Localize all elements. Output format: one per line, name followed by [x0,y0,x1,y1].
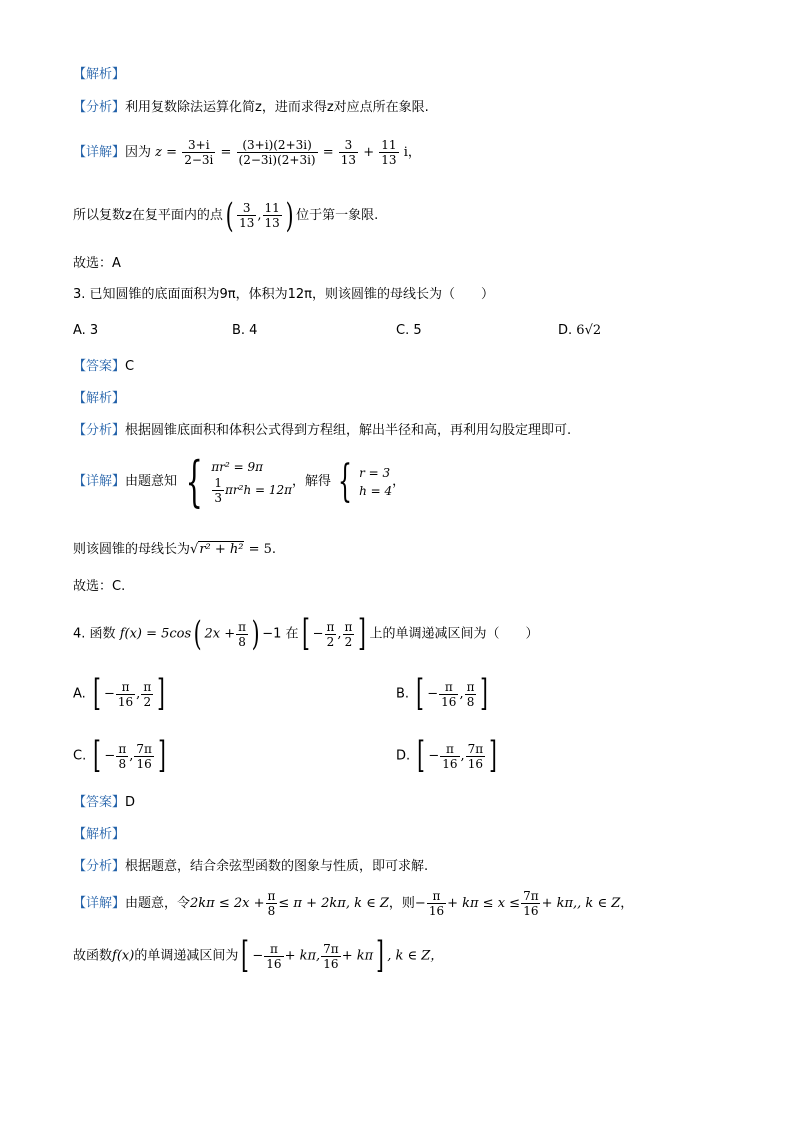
paren-open: ( [193,614,202,654]
system-eq-2: $\frac{1}{3}$ πr²h = 12π [214,476,293,505]
q3-option-c: C. 5 [396,323,422,338]
jiexi-tag: 【解析】 [73,827,126,842]
xiangjie-prefix: 由题意知 [125,474,178,489]
fenxi-text: 利用复数除法运算化简z，进而求得z对应点所在象限. [125,100,429,115]
xj-c: ≤ π + 2kπ, k ∈ Z [278,896,389,911]
q3-xiangjie-line [73,449,406,513]
q2-fenxi-line [73,100,429,116]
q3-answer-line [73,359,134,375]
xj-e: + kπ ≤ x ≤ [447,896,521,911]
length-eq: = 5 [248,542,272,557]
stem-suffix: 上的单调递减区间为（ ） [369,626,539,642]
interval-left: $\frac{\pi}{2}$ [326,619,335,649]
stem-arg: 2x + [204,626,236,642]
xj-b: 2kπ ≤ 2x + [190,896,265,911]
q3-jiexi-heading [73,391,125,407]
xiangjie-tag: 【详解】 [73,145,126,160]
interval-right: $\frac{\pi}{2}$ [344,619,353,649]
q3-fenxi-line [73,423,571,439]
sqrt-radicand: r² + h² [199,542,244,557]
equation-system [211,458,292,505]
q2-xiangjie-line: 【详解】因为 z = $\frac{3+i}{2-3i}$ = $\frac{(3+i)(2+3i)}{(2-3i)(2+3i)}$ = $\frac{3}{13}$ + $\frac{11}{13}$ i， [73,138,421,167]
right-paren: ) [285,195,294,236]
fenxi-text: 根据题意，结合余弦型函数的图象与性质，即可求解. [125,859,429,874]
xiangjie-tag: 【详解】 [73,474,126,489]
q4-fenxi-line [73,859,428,875]
bracket-open: [ [301,613,310,654]
q3-option-a: A. 3 [73,323,99,338]
imag-tail: i， [403,145,421,160]
q4-jiexi-heading [73,827,125,843]
daan-value: D [125,795,136,810]
stem-minus: −1 在 [262,626,299,642]
q4-answer-line [73,795,135,811]
jiexi-tag: 【解析】 [73,67,126,82]
conc-prefix: 故函数 [73,948,113,964]
xj-f: + kπ,, k ∈ Z [541,896,621,911]
xiangjie-prefix: 因为 [125,145,152,160]
q4-conclusion-line: 故函数f(x)的单调递减区间为[ − $\frac{\pi}{16}$ + kπ, $\frac{7\pi}{16}$ + kπ] , k ∈ Z， [73,935,444,976]
fenxi-tag: 【分析】 [73,423,126,438]
option-d-math: 6√2 [576,323,602,338]
daan-tag: 【答案】 [73,359,126,374]
fenxi-text: 根据圆锥底面积和体积公式得到方程组，解出半径和高，再利用勾股定理即可. [125,423,572,438]
q4-stem: 4. 函数 f(x) = 5cos( 2x + $\frac{\pi}{8}$ ) −1 在[ − $\frac{\pi}{2}$ , $\frac{\pi}{2}$ ] 上的单调递减区间为（ ） [73,613,539,654]
q3-answer-choice: 故选：C. [73,579,126,594]
solution-h: h = 4 [359,483,393,498]
length-tail: . [271,542,277,557]
conc-b: + kπ [341,948,374,964]
q2-jiexi-heading [73,67,125,83]
q3-option-b: B. 4 [232,323,258,338]
q2-point-line: 所以复数z在复平面内的点( $\frac{3}{13}$ , $\frac{11}{13}$ ) 位于第一象限. [73,195,379,236]
xj-g: ， [620,896,634,911]
conc-mid: 的单调递减区间为 [134,948,239,964]
jiexi-tag: 【解析】 [73,391,126,406]
length-prefix: 则该圆锥的母线长为 [73,542,191,557]
stem-function: f(x) = 5cos [119,626,192,642]
q3-stem: 3. 已知圆锥的底面面积为9π，体积为12π，则该圆锥的母线长为（ ） [73,287,495,302]
left-brace: { [185,449,203,513]
q3-option-d: D. 6√2 [558,323,602,338]
paren-close: ) [251,614,260,654]
solution-system [359,464,392,500]
daan-tag: 【答案】 [73,795,126,810]
q2-answer-line: 故选：A [73,256,121,271]
fraction-2: $\frac{(3+i)(2+3i)}{(2-3i)(2+3i)}$ [238,138,316,167]
stem-pi-over-8: $\frac{\pi}{8}$ [238,619,246,649]
conc-tail: , k ∈ Z， [387,948,444,964]
bracket-close: ] [358,613,367,654]
q3-length-line: 则该圆锥的母线长为√r² + h² = 5. [73,542,277,557]
left-paren: ( [225,195,234,236]
q4-option-d: D. [ − $\frac{\pi}{16}$ , $\frac{7\pi}{16}$ ] [396,735,498,776]
fenxi-tag: 【分析】 [73,100,126,115]
point-suffix: 位于第一象限. [296,208,379,223]
system-eq-1: πr² = 9π [211,460,264,474]
q4-option-b: B. [ − $\frac{\pi}{16}$ , $\frac{\pi}{8}$ ] [396,673,489,714]
fraction-3: $\frac{3}{13}$ [340,138,357,167]
xj-a: 由题意，令 [125,896,191,911]
xj-d: ，则 [388,896,415,911]
fraction-4: $\frac{11}{13}$ [381,138,397,167]
q4-xiangjie-line: 【详解】由题意，令2kπ ≤ 2x + $\frac{\pi}{8}$ ≤ π + 2kπ, k ∈ Z，则− $\frac{\pi}{16}$ + kπ ≤ x ≤ $\frac{7\pi}{16}$ + kπ,, k ∈ Z， [73,889,634,918]
xiangjie-tag: 【详解】 [73,896,126,911]
fraction-1: $\frac{3+i}{2-3i}$ [184,138,214,167]
left-brace-2: { [338,455,353,507]
solution-tail: ， [392,474,406,489]
conc-a: + kπ, [284,948,321,964]
solve-text: ，解得 [292,474,332,489]
daan-value: C [125,359,135,374]
eq-z: z = [155,145,178,160]
point-prefix: 所以复数z在复平面内的点 [73,208,223,223]
q4-option-c: C. [ − $\frac{\pi}{8}$ , $\frac{7\pi}{16}$ ] [73,735,166,776]
fenxi-tag: 【分析】 [73,859,126,874]
stem-prefix: 4. 函数 [73,626,116,642]
q4-option-a: A. [ − $\frac{\pi}{16}$ , $\frac{\pi}{2}$ ] [73,673,166,714]
point-y: $\frac{11}{13}$ [264,201,280,230]
conc-func: f(x) [112,948,135,964]
solution-r: r = 3 [359,465,391,480]
point-x: $\frac{3}{13}$ [239,201,255,230]
